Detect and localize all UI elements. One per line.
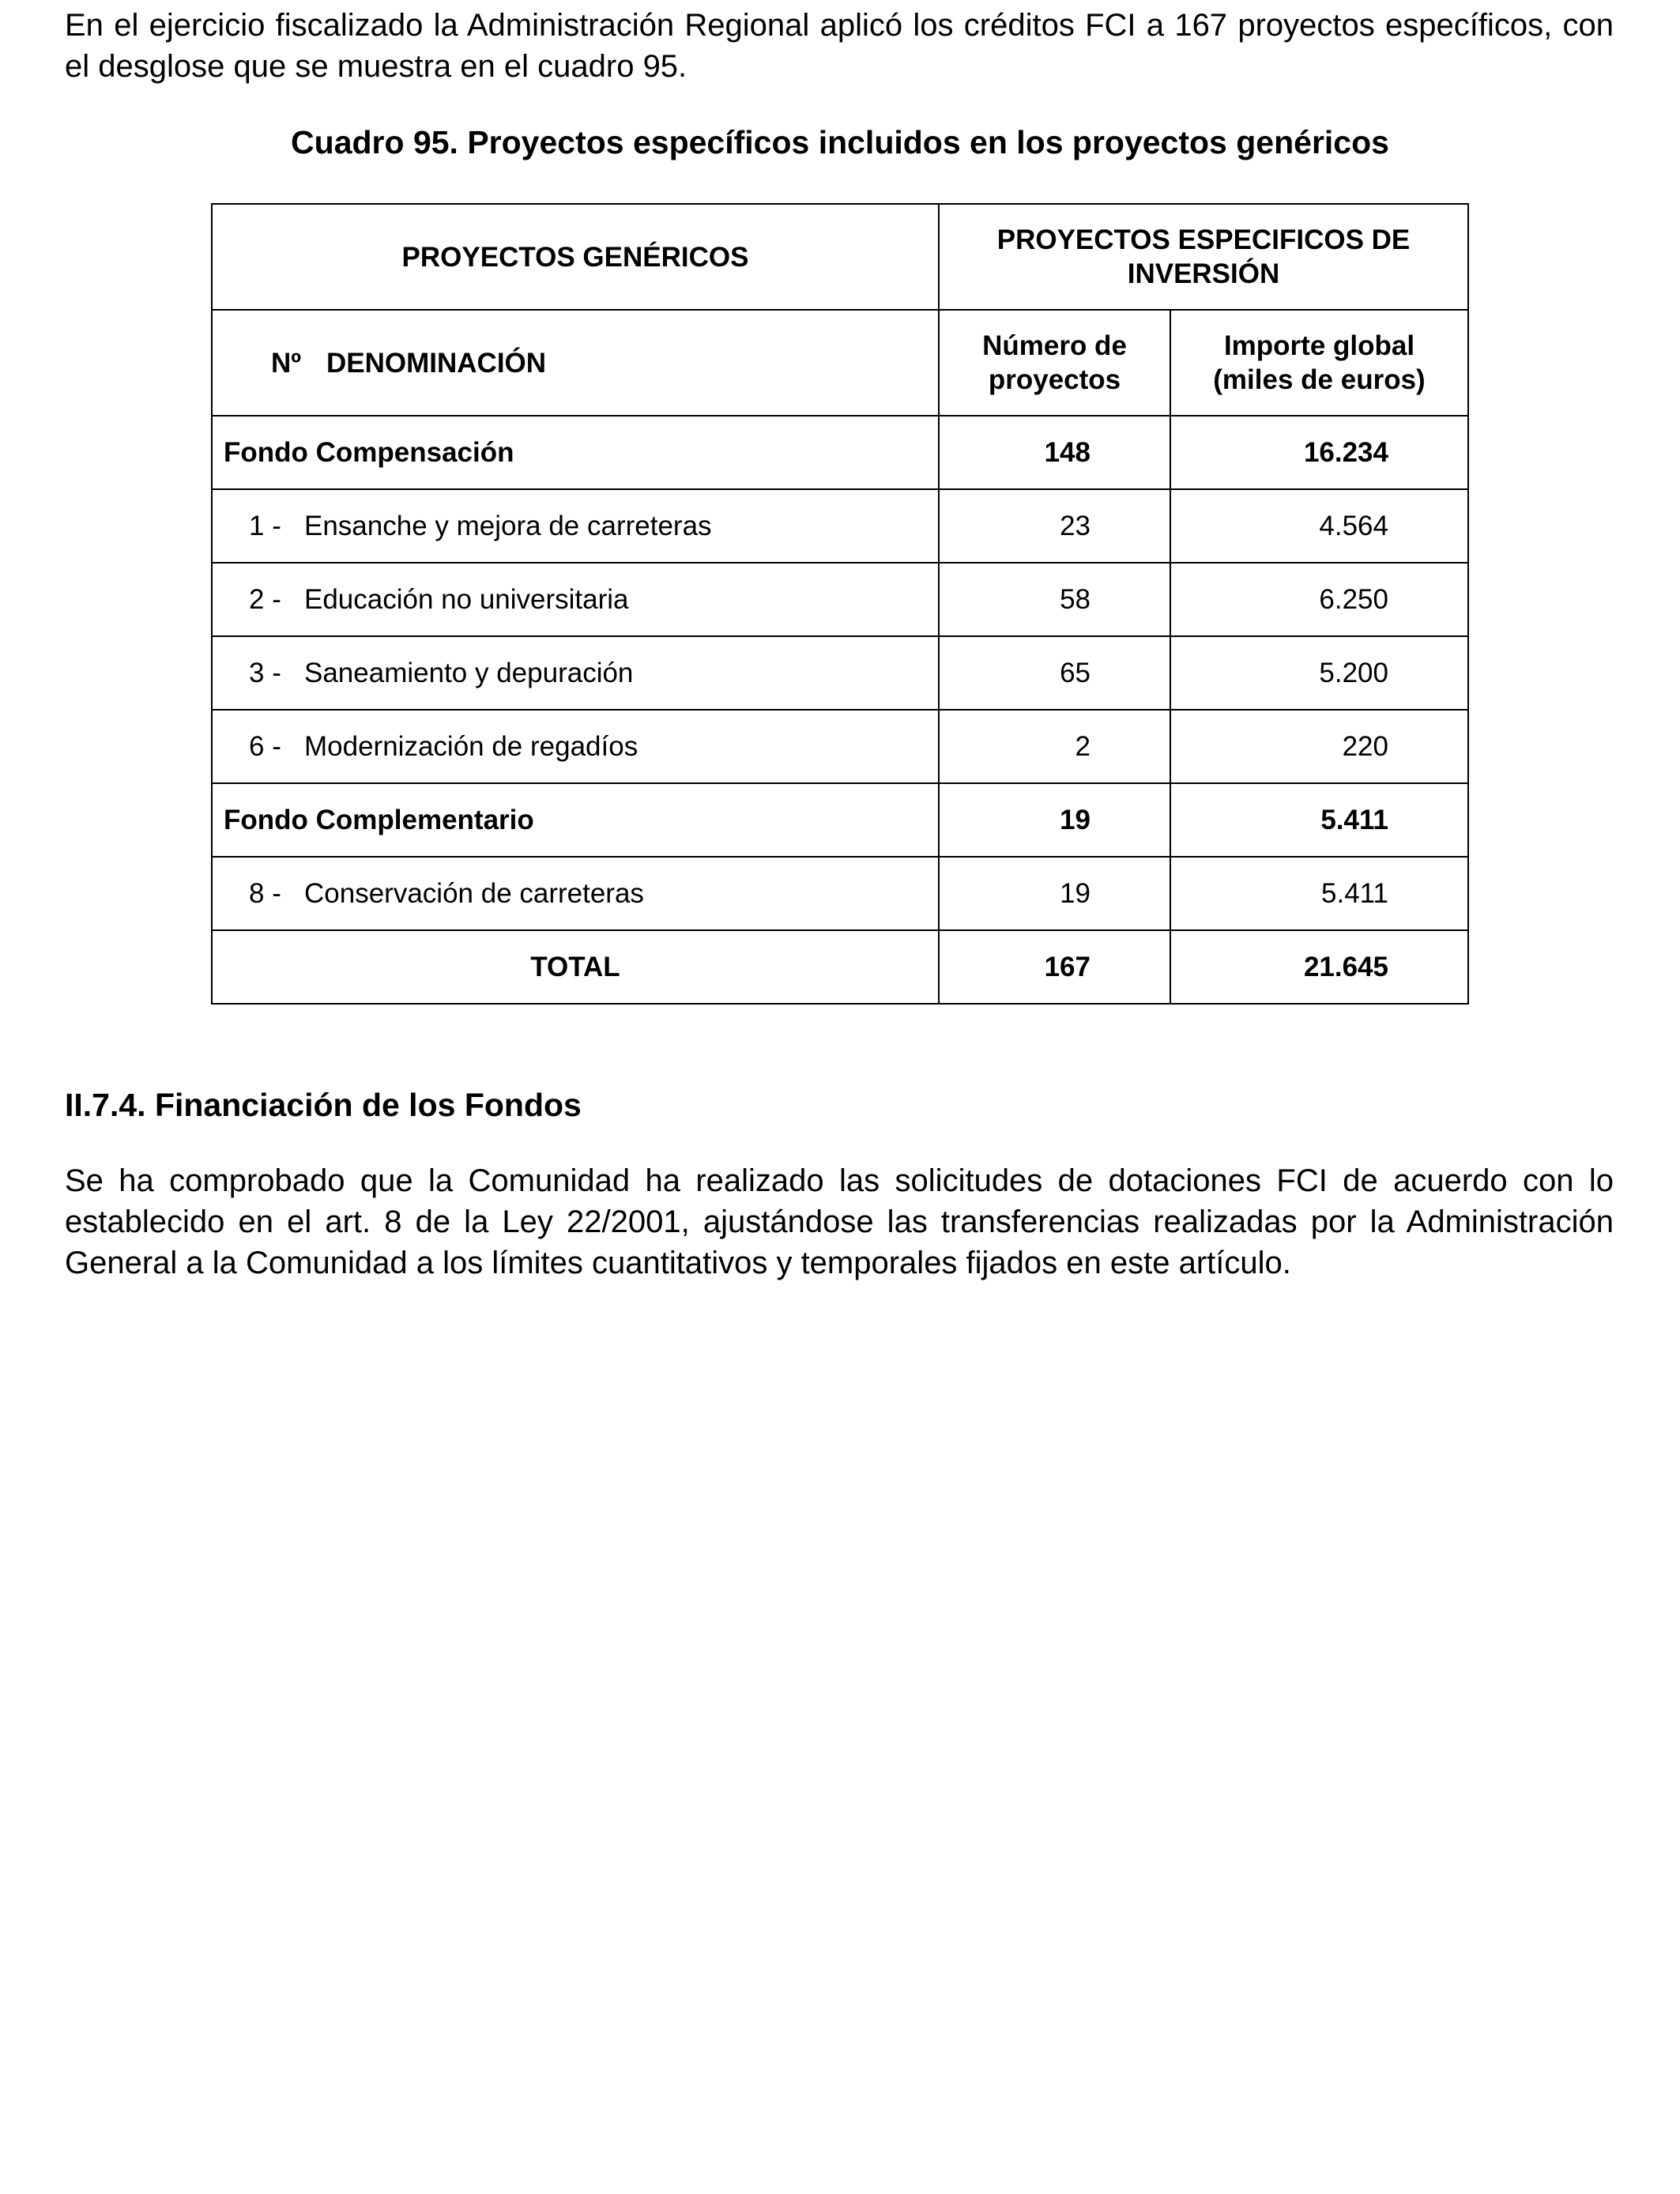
row-label-cell (212, 416, 939, 489)
row-number: 2 - (249, 584, 281, 615)
row-number: 6 - (249, 731, 281, 762)
row-number: 3 - (249, 658, 281, 688)
row-label: Modernización de regadíos (304, 731, 638, 762)
row-label-cell (212, 563, 939, 636)
intro-paragraph: En el ejercicio fiscalizado la Administración Regional aplicó los créditos FCI a 167 proyectos específicos, con el desglose que se muestra en el cuadro 95. (65, 8, 1614, 84)
table-header-row-2 (212, 310, 1468, 416)
table-group-row (212, 783, 1468, 857)
table-caption: Cuadro 95. Proyectos específicos incluidos en los proyectos genéricos (291, 124, 1389, 160)
row-label-cell (212, 489, 939, 563)
row-label-cell (212, 857, 939, 930)
row-label: Fondo Compensación (224, 437, 514, 468)
row-label-cell (212, 783, 939, 857)
row-amount: 5.411 (1170, 857, 1468, 930)
table-row (212, 489, 1468, 563)
row-amount: 5.411 (1170, 783, 1468, 857)
row-amount: 16.234 (1170, 416, 1468, 489)
table-row (212, 857, 1468, 930)
header-numero: Número de proyectos (939, 310, 1170, 416)
row-amount: 4.564 (1170, 489, 1468, 563)
header-denominacion-cell (212, 310, 939, 416)
row-number: 8 - (249, 878, 281, 909)
header-importe: Importe global (miles de euros) (1170, 310, 1468, 416)
row-label-cell (212, 710, 939, 783)
row-label-cell (212, 636, 939, 710)
section-heading: II.7.4. Financiación de los Fondos (65, 1087, 582, 1123)
row-count: 19 (939, 857, 1170, 930)
row-label: Ensanche y mejora de carreteras (304, 511, 712, 541)
table-row (212, 636, 1468, 710)
row-label: Conservación de carreteras (304, 878, 644, 909)
row-count: 19 (939, 783, 1170, 857)
header-generic: PROYECTOS GENÉRICOS (212, 204, 939, 310)
row-amount: 220 (1170, 710, 1468, 783)
total-row (212, 930, 1468, 1004)
table-row (212, 563, 1468, 636)
total-label: TOTAL (212, 930, 939, 1004)
row-amount: 6.250 (1170, 563, 1468, 636)
header-no: Nº (271, 347, 302, 379)
row-amount: 5.200 (1170, 636, 1468, 710)
total-count: 167 (939, 930, 1170, 1004)
row-label: Educación no universitaria (304, 584, 629, 615)
total-amount: 21.645 (1170, 930, 1468, 1004)
row-count: 2 (939, 710, 1170, 783)
row-count: 23 (939, 489, 1170, 563)
row-number: 1 - (249, 511, 281, 541)
header-denominacion: DENOMINACIÓN (326, 347, 547, 379)
row-label: Fondo Complementario (224, 805, 534, 835)
row-count: 58 (939, 563, 1170, 636)
row-count: 148 (939, 416, 1170, 489)
table-row (212, 710, 1468, 783)
closing-paragraph: Se ha comprobado que la Comunidad ha realizado las solicitudes de dotaciones FCI de acuerdo con lo establecido en el art. 8 de la Ley 22/2001, ajustándose las transferencias realizadas por la Administración General a la Comunidad a los límites cuantitativos y temporales fijados en este artículo. (65, 1163, 1614, 1280)
header-specific: PROYECTOS ESPECIFICOS DE INVERSIÓN (939, 204, 1468, 310)
row-count: 65 (939, 636, 1170, 710)
table-header-row-1 (212, 204, 1468, 310)
projects-table (211, 203, 1469, 1005)
table-group-row (212, 416, 1468, 489)
row-label: Saneamiento y depuración (304, 658, 634, 688)
